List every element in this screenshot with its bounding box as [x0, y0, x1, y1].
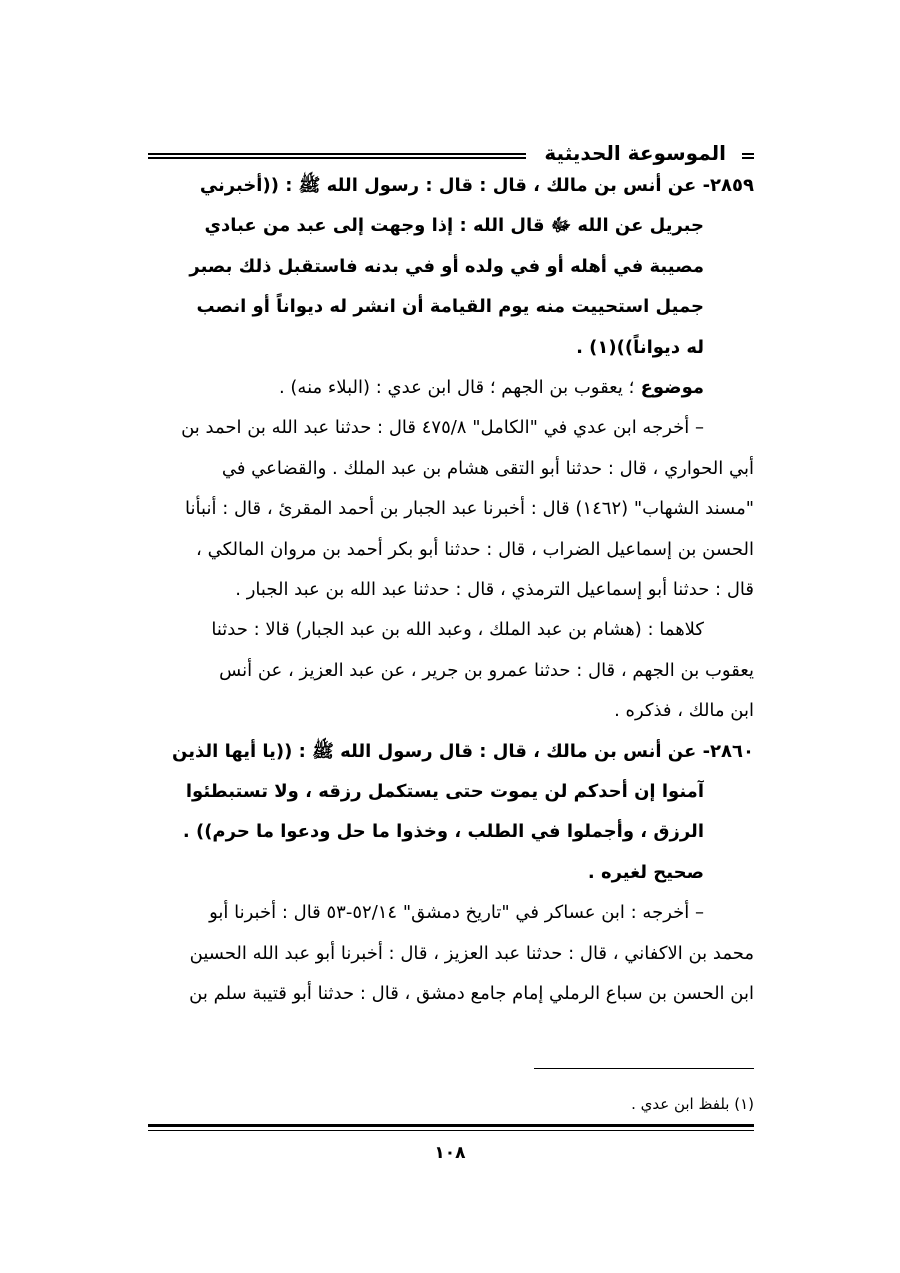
line-text: ؛ يعقوب بن الجهم ؛ قال ابن عدي : (البلاء منه) . — [278, 377, 635, 398]
footnote-separator — [534, 1068, 754, 1069]
header-rule-left — [148, 153, 526, 159]
text-line: مصيبة في أهله أو في ولده أو في بدنه فاستقبل ذلك بصبر — [189, 255, 704, 277]
header-rule-right — [742, 153, 754, 159]
page-number: ١٠٨ — [434, 1143, 466, 1163]
text-line: – أخرجه ابن عدي في "الكامل" ٤٧٥/٨ قال : حدثنا عبد الله بن احمد بن — [181, 417, 704, 439]
text-line: كلاهما : (هشام بن عبد الملك ، وعبد الله بن عبد الجبار) قالا : حدثنا — [211, 619, 704, 641]
text-line: الرزق ، وأجملوا في الطلب ، وخذوا ما حل ودعوا ما حرم)) . — [182, 821, 704, 843]
text-line: الحسن بن إسماعيل الضراب ، قال : حدثنا أبو بكر أحمد بن مروان المالكي ، — [196, 538, 754, 560]
grading-label: موضوع — [634, 377, 704, 398]
text-line: جبريل عن الله ﷻ قال الله : إذا وجهت إلى عبد من عبادي — [204, 215, 704, 237]
footer-rule — [148, 1124, 754, 1131]
header-title: الموسوعة الحديثية — [538, 138, 732, 168]
text-line: "مسند الشهاب" (١٤٦٢) قال : أخبرنا عبد الجبار بن أحمد المقرئ ، قال : أنبأنا — [185, 498, 754, 520]
footnote: (١) بلفظ ابن عدي . — [631, 1095, 754, 1113]
text-line: يعقوب بن الجهم ، قال : حدثنا عمرو بن جرير ، عن عبد العزيز ، عن أنس — [219, 659, 754, 681]
running-header — [148, 138, 754, 168]
text-line: ابن مالك ، فذكره . — [614, 700, 754, 722]
text-line: محمد بن الاكفاني ، قال : حدثنا عبد العزيز ، قال : أخبرنا أبو عبد الله الحسين — [189, 942, 754, 964]
text-line: أبي الحواري ، قال : حدثنا أبو التقى هشام بن عبد الملك . والقضاعي في — [221, 457, 754, 479]
text-line: – أخرجه : ابن عساكر في "تاريخ دمشق" ٥٢/١٤-٥٣ قال : أخبرنا أبو — [209, 902, 704, 924]
text-line: صحيح لغيره . — [587, 861, 704, 883]
text-line: ابن الحسن بن سباع الرملي إمام جامع دمشق ، قال : حدثنا أبو قتيبة سلم بن — [189, 983, 754, 1004]
text-line: له ديواناً))(١) . — [576, 336, 704, 358]
text-line: آمنوا إن أحدكم لن يموت حتى يستكمل رزقه ، ولا تستبطئوا — [185, 781, 704, 802]
text-line: جميل استحييت منه يوم القيامة أن انشر له ديواناً أو انصب — [196, 296, 704, 318]
text-line: ٢٨٦٠- عن أنس بن مالك ، قال : قال رسول الله ﷺ : ((يا أيها الذين — [172, 740, 754, 762]
text-line: قال : حدثنا أبو إسماعيل الترمذي ، قال : حدثنا عبد الله بن عبد الجبار . — [235, 579, 754, 600]
text-line — [148, 368, 704, 408]
text-line: ٢٨٥٩- عن أنس بن مالك ، قال : قال : رسول الله ﷺ : ((أخبرني — [199, 175, 754, 196]
